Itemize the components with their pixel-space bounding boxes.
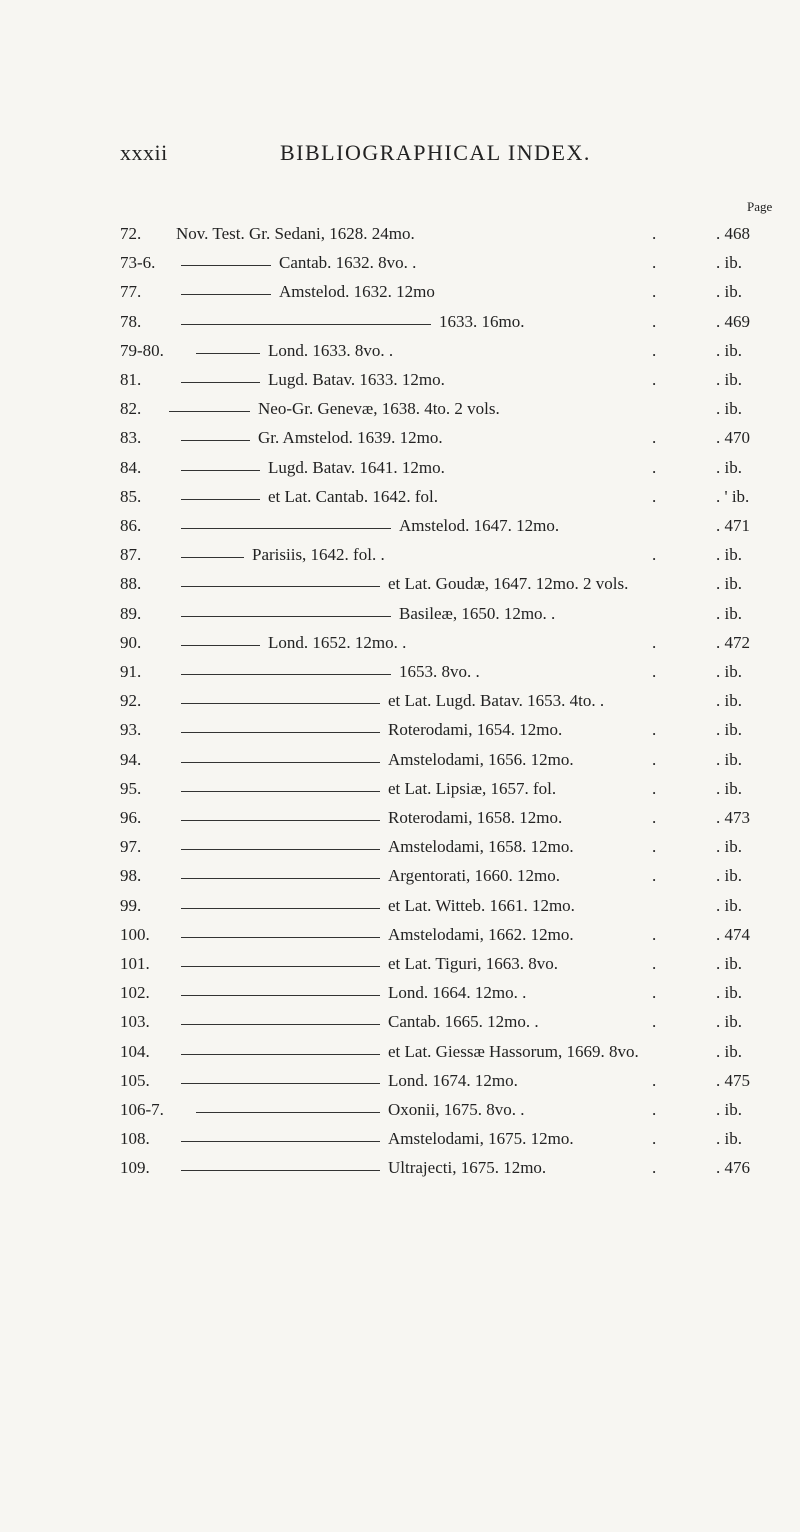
entry-number: 81.: [120, 370, 142, 389]
entry-number: 79-80.: [120, 340, 164, 360]
leader-dot: .: [652, 983, 657, 1003]
index-entry: [0, 1158, 800, 1182]
entry-page: . ib.: [716, 749, 742, 769]
entry-page: . ib.: [716, 837, 742, 857]
entry-description: Ultrajecti, 1675. 12mo.: [388, 1158, 547, 1178]
entry-page: . 473: [716, 808, 750, 827]
entry-page: . ib.: [716, 1041, 742, 1061]
entry-page: . ' ib.: [716, 486, 750, 506]
entry-description: Gr. Amstelod. 1639. 12mo.: [258, 428, 443, 448]
leader-dot: .: [652, 428, 657, 448]
entry-page: . ib.: [716, 1012, 742, 1032]
entry-number: 82.: [120, 399, 142, 419]
page-column-label: Page: [747, 199, 773, 214]
ditto-rule: [181, 762, 380, 763]
entry-description: Argentorati, 1660. 12mo.: [388, 866, 561, 886]
ditto-rule: [181, 1170, 380, 1171]
leader-dot: .: [652, 1070, 657, 1090]
leader-dot: .: [652, 486, 657, 506]
index-entry: [0, 837, 800, 861]
entry-number: 84.: [120, 457, 142, 477]
entry-description: Lugd. Batav. 1633. 12mo.: [268, 370, 445, 389]
ditto-rule: [181, 674, 391, 675]
entry-description: et Lat. Tiguri, 1663. 8vo.: [388, 954, 559, 973]
ditto-rule: [181, 265, 271, 266]
entry-number: 99.: [120, 895, 142, 915]
leader-dot: .: [652, 837, 657, 857]
entry-page: . ib.: [716, 1100, 742, 1119]
entry-number: 108.: [120, 1129, 150, 1149]
leader-dot: .: [652, 1100, 657, 1119]
ditto-rule: [181, 849, 380, 850]
index-entry: [0, 516, 800, 540]
entry-description: Neo-Gr. Genevæ, 1638. 4to. 2 vols.: [258, 399, 500, 419]
ditto-rule: [181, 820, 380, 821]
entry-number: 77.: [120, 282, 142, 302]
entry-number: 96.: [120, 808, 142, 827]
entry-description: Lond. 1633. 8vo. .: [268, 340, 394, 360]
leader-dot: .: [652, 1012, 657, 1032]
page-title: BIBLIOGRAPHICAL INDEX.: [280, 140, 591, 165]
ditto-rule: [181, 966, 380, 967]
index-entry: [0, 574, 800, 598]
ditto-rule: [181, 470, 260, 471]
entry-number: 73-6.: [120, 253, 156, 273]
entry-number: 109.: [120, 1158, 150, 1178]
index-entry: [0, 370, 800, 394]
ditto-rule: [181, 616, 391, 617]
ditto-rule: [181, 294, 271, 295]
entry-description: et Lat. Witteb. 1661. 12mo.: [388, 895, 575, 915]
ditto-rule: [181, 382, 260, 383]
entry-number: 89.: [120, 603, 142, 623]
leader-dot: .: [652, 370, 657, 389]
leader-dot: .: [652, 866, 657, 886]
leader-dot: .: [652, 340, 657, 360]
entry-description: Amstelodami, 1675. 12mo.: [388, 1129, 574, 1149]
ditto-rule: [181, 557, 244, 558]
entry-page: . ib.: [716, 574, 742, 594]
index-entry: [0, 1012, 800, 1036]
ditto-rule: [169, 411, 250, 412]
index-entry: [0, 896, 800, 920]
entry-number: 87.: [120, 545, 142, 565]
entry-page: . ib.: [716, 866, 742, 886]
leader-dot: .: [652, 224, 657, 243]
index-entry: [0, 633, 800, 657]
entry-description: Lond. 1652. 12mo. .: [268, 632, 407, 652]
entry-description: Basileæ, 1650. 12mo. .: [399, 603, 556, 623]
ditto-rule: [196, 1112, 380, 1113]
entry-page: . ib.: [716, 778, 742, 798]
entry-page: . ib.: [716, 954, 742, 973]
ditto-rule: [181, 586, 380, 587]
entry-number: 102.: [120, 983, 150, 1003]
index-entry: [0, 399, 800, 423]
index-entry: [0, 1042, 800, 1066]
entry-number: 100.: [120, 924, 150, 944]
entry-page: . ib.: [716, 545, 742, 565]
leader-dot: .: [652, 749, 657, 769]
entry-page: . ib.: [716, 720, 742, 740]
entry-description: Parisiis, 1642. fol. .: [252, 545, 385, 565]
entry-number: 94.: [120, 749, 142, 769]
leader-dot: .: [652, 1129, 657, 1149]
entry-description: 1633. 16mo.: [439, 311, 525, 331]
ditto-rule: [181, 791, 380, 792]
entry-description: Roterodami, 1654. 12mo.: [388, 720, 563, 740]
entry-page: . 476: [716, 1158, 750, 1178]
entry-page: . ib.: [716, 1129, 742, 1149]
index-entry: [0, 253, 800, 277]
index-entry: [0, 545, 800, 569]
ditto-rule: [181, 645, 260, 646]
entry-description: et Lat. Goudæ, 1647. 12mo. 2 vols.: [388, 574, 629, 594]
entry-page: . ib.: [716, 370, 742, 389]
entry-page: . ib.: [716, 282, 742, 302]
entry-number: 91.: [120, 662, 142, 681]
index-entry: [0, 662, 800, 686]
leader-dot: .: [652, 924, 657, 944]
leader-dot: .: [652, 282, 657, 302]
index-entry: [0, 487, 800, 511]
entry-description: et Lat. Lugd. Batav. 1653. 4to. .: [388, 691, 605, 711]
index-entry: [0, 458, 800, 482]
entry-number: 98.: [120, 866, 142, 886]
ditto-rule: [181, 995, 380, 996]
entry-description: Oxonii, 1675. 8vo. .: [388, 1100, 525, 1119]
entry-number: 88.: [120, 574, 142, 594]
ditto-rule: [181, 440, 250, 441]
entry-number: 78.: [120, 311, 142, 331]
leader-dot: .: [652, 632, 657, 652]
entry-page: . ib.: [716, 691, 742, 711]
index-entry: [0, 779, 800, 803]
entry-page: . ib.: [716, 253, 742, 273]
leader-dot: .: [652, 1158, 657, 1178]
entry-page: . ib.: [716, 895, 742, 915]
entry-description: Amstelod. 1632. 12mo: [279, 282, 435, 302]
entry-page: . 469: [716, 311, 750, 331]
entry-page: . 474: [716, 924, 750, 944]
entry-description: Lond. 1674. 12mo.: [388, 1070, 518, 1090]
leader-dot: .: [652, 545, 657, 565]
entry-description: Nov. Test. Gr. Sedani, 1628. 24mo.: [176, 224, 415, 243]
entry-number: 103.: [120, 1012, 150, 1032]
entry-number: 90.: [120, 632, 142, 652]
ditto-rule: [196, 353, 260, 354]
index-entry: [0, 691, 800, 715]
ditto-rule: [181, 732, 380, 733]
index-entry: [0, 983, 800, 1007]
entry-page: . ib.: [716, 662, 742, 681]
entry-number: 97.: [120, 837, 142, 857]
index-entry: [0, 1100, 800, 1124]
ditto-rule: [181, 1024, 380, 1025]
ditto-rule: [181, 937, 380, 938]
index-entry: [0, 312, 800, 336]
entry-page: . ib.: [716, 603, 742, 623]
entry-description: Roterodami, 1658. 12mo.: [388, 808, 563, 827]
entry-description: Amstelodami, 1662. 12mo.: [388, 924, 574, 944]
leader-dot: .: [652, 662, 657, 681]
entry-page: . ib.: [716, 399, 742, 419]
entry-page: . 475: [716, 1070, 750, 1090]
ditto-rule: [181, 528, 391, 529]
entry-number: 92.: [120, 691, 142, 711]
entry-number: 83.: [120, 428, 142, 448]
ditto-rule: [181, 1083, 380, 1084]
entry-page: . 468: [716, 224, 750, 243]
ditto-rule: [181, 1054, 380, 1055]
entry-number: 95.: [120, 778, 142, 798]
index-entry: [0, 750, 800, 774]
ditto-rule: [181, 878, 380, 879]
entry-number: 72.: [120, 224, 142, 243]
entry-number: 93.: [120, 720, 142, 740]
leader-dot: .: [652, 311, 657, 331]
index-entry: [0, 1071, 800, 1095]
entry-description: Lond. 1664. 12mo. .: [388, 983, 527, 1003]
index-entry: [0, 428, 800, 452]
index-entry: [0, 866, 800, 890]
entry-page: . 472: [716, 632, 750, 652]
entry-description: Cantab. 1665. 12mo. .: [388, 1012, 539, 1032]
entry-page: . ib.: [716, 457, 742, 477]
index-entry: [0, 282, 800, 306]
entry-description: et Lat. Cantab. 1642. fol.: [268, 486, 438, 506]
entry-description: Amstelod. 1647. 12mo.: [399, 516, 560, 535]
entry-number: 85.: [120, 486, 142, 506]
ditto-rule: [181, 703, 380, 704]
entry-number: 106-7.: [120, 1100, 164, 1119]
entry-description: 1653. 8vo. .: [399, 662, 480, 681]
entry-number: 101.: [120, 954, 150, 973]
index-entry: [0, 925, 800, 949]
ditto-rule: [181, 324, 431, 325]
entry-description: Amstelodami, 1658. 12mo.: [388, 837, 574, 857]
ditto-rule: [181, 1141, 380, 1142]
index-entry: [0, 954, 800, 978]
entry-number: 86.: [120, 516, 142, 535]
leader-dot: .: [652, 808, 657, 827]
index-entry: [0, 808, 800, 832]
entry-number: 105.: [120, 1070, 150, 1090]
entry-page: . 471: [716, 516, 750, 535]
page-number: xxxii: [120, 140, 168, 165]
entry-description: Cantab. 1632. 8vo. .: [279, 253, 417, 273]
entry-description: Lugd. Batav. 1641. 12mo.: [268, 457, 445, 477]
entry-description: et Lat. Giessæ Hassorum, 1669. 8vo.: [388, 1041, 639, 1061]
entry-description: et Lat. Lipsiæ, 1657. fol.: [388, 778, 557, 798]
leader-dot: .: [652, 778, 657, 798]
index-entry: [0, 604, 800, 628]
entry-number: 104.: [120, 1041, 150, 1061]
leader-dot: .: [652, 457, 657, 477]
index-entry: [0, 1129, 800, 1153]
ditto-rule: [181, 499, 260, 500]
entry-page: . 470: [716, 428, 750, 448]
leader-dot: .: [652, 253, 657, 273]
index-entry: [0, 720, 800, 744]
index-entry: [0, 224, 800, 248]
entry-description: Amstelodami, 1656. 12mo.: [388, 749, 574, 769]
index-entry: [0, 341, 800, 365]
ditto-rule: [181, 908, 380, 909]
entry-page: . ib.: [716, 340, 742, 360]
leader-dot: .: [652, 720, 657, 740]
leader-dot: .: [652, 954, 657, 973]
entry-page: . ib.: [716, 983, 742, 1003]
